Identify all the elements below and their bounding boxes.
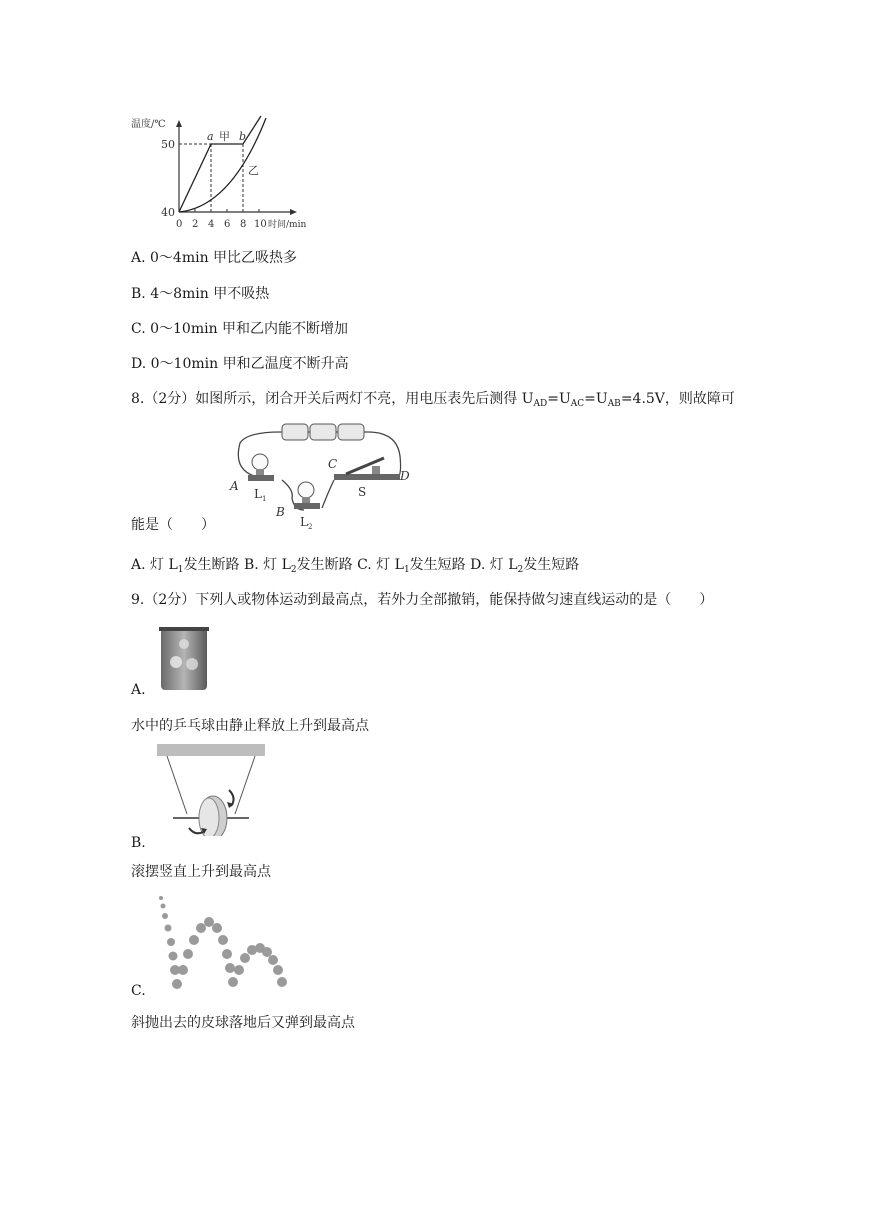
circuit-label-a: A [230,479,239,493]
graph-ylabel: 温度/℃ [131,119,166,130]
graph-point-b: b [239,130,247,143]
circuit-label-l1: $L_1$ [254,487,267,503]
graph-xtick: 0 [176,219,183,230]
q8-option-b[interactable]: B. 灯 $L_2$发生断路 [239,557,353,575]
q9-option-b-letter[interactable]: B. [131,835,146,851]
q9-option-a-caption: 水中的乒乓球由静止释放上升到最高点 [131,718,369,734]
q8-option-a[interactable]: A. 灯 $L_1$发生断路 [131,557,240,575]
circuit-label-s: S [358,485,367,499]
graph-xtick: 10 [254,219,267,230]
graph-xlabel: 时间/min [268,220,307,230]
circuit-label-b: B [276,505,285,519]
graph-xtick: 6 [224,219,231,230]
q9-option-a-letter[interactable]: A. [131,682,146,698]
graph-xtick: 4 [208,219,215,230]
q9-stem: 9.（2分）下列人或物体运动到最高点，若外力全部撤销，能保持做匀速直线运动的是（ ） [131,592,714,608]
q8-options [131,555,579,580]
maxwell-wheel-image [155,742,267,836]
graph-series-yi: 乙 [248,164,259,177]
q7-option-d[interactable]: D. 0～10min 甲和乙温度不断升高 [131,356,349,372]
q7-option-a[interactable]: A. 0～4min 甲比乙吸热多 [131,250,298,266]
graph-xtick: 8 [240,219,247,230]
bouncing-ball-image [155,892,290,994]
graph-xtick: 2 [192,219,199,230]
q9-option-c-letter[interactable]: C. [131,983,146,999]
q9-option-c-caption: 斜抛出去的皮球落地后又弹到最高点 [131,1015,355,1031]
circuit-diagram [222,418,422,530]
q8-stem-continuation: 能是（ ） [131,517,215,533]
q8-stem: 8.（2分）如图所示，闭合开关后两灯不亮，用电压表先后测得 $U_{AD}=U_{AC}=U_{AB}=4.5V$，则故障可 [131,391,735,409]
circuit-label-c: C [328,457,338,471]
q7-option-c[interactable]: C. 0～10min 甲和乙内能不断增加 [131,321,349,337]
q8-option-c[interactable]: C. 灯 $L_1$发生短路 [352,557,466,575]
beaker-image [158,624,210,694]
graph-ytick-40: 40 [161,206,175,219]
graph-series-jia: 甲 [219,130,230,143]
q8-option-d[interactable]: D. 灯 $L_2$发生短路 [465,557,580,575]
circuit-label-d: D [400,469,410,483]
temperature-time-graph [131,112,331,234]
q7-option-b[interactable]: B. 4～8min 甲不吸热 [131,286,270,302]
graph-point-a: a [207,130,214,143]
q9-option-b-caption: 滚摆竖直上升到最高点 [131,864,271,880]
circuit-label-l2: $L_2$ [300,515,313,530]
graph-ytick-50: 50 [161,138,175,151]
